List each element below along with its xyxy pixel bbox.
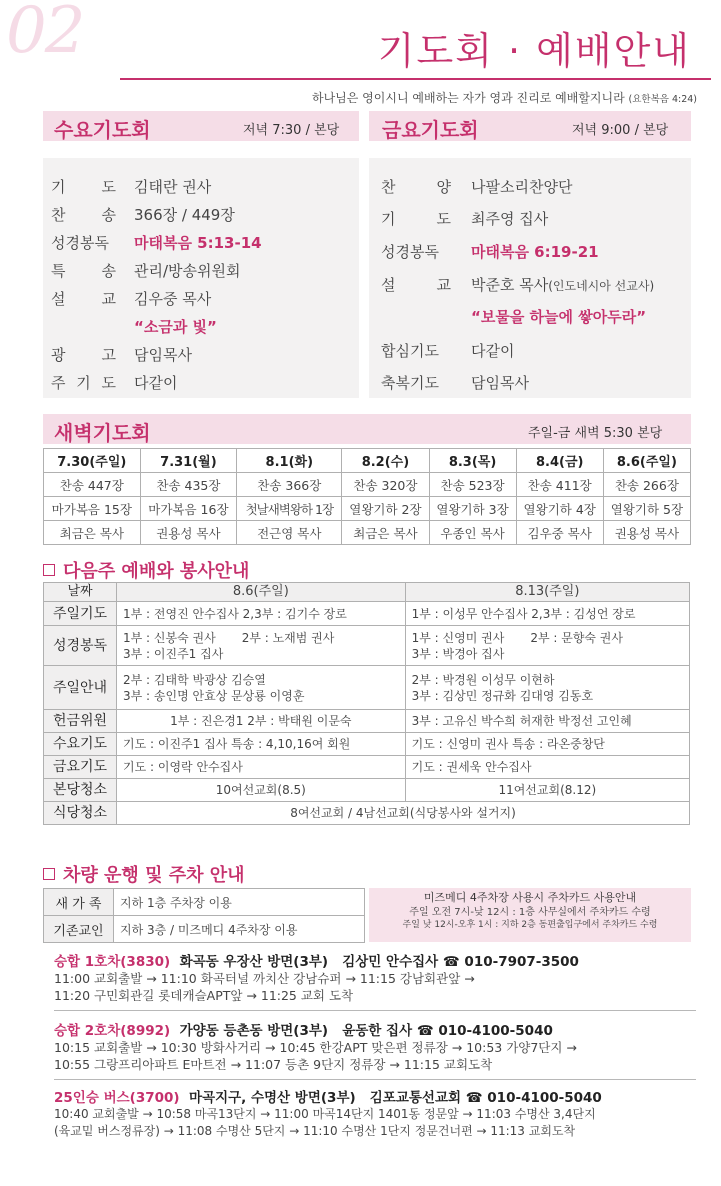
wed-sermon-title: “소금과 빛” (134, 318, 217, 336)
dawn-hymn: 찬송 320장 (342, 473, 429, 497)
parking-table (43, 888, 365, 943)
cell: 기도 : 권세욱 안수집사 (405, 756, 689, 779)
dawn-preacher: 최금은 목사 (342, 521, 429, 545)
dawn-day: 7.30(주일) (44, 449, 141, 473)
cell: 기도 : 이영락 안수집사 (117, 756, 406, 779)
verse-reference: (요한복음 4:24) (628, 94, 697, 105)
existing-member-row (44, 916, 365, 943)
page-title: 기도회 · 예배안내 (377, 29, 691, 73)
cell: 10여선교회(8.5) (117, 779, 406, 802)
row-label: 식당청소 (44, 802, 117, 825)
dawn-day: 8.1(화) (237, 449, 342, 473)
dawn-passage: 열왕기하 5장 (603, 497, 690, 521)
fri-praise: 찬 양 나팔소리찬양단 (381, 178, 573, 196)
route-stops: 11:00 교회출발 → 11:10 화곡터널 까치산 강남슈퍼 → 11:15 강남회관앞 → (54, 971, 475, 986)
dawn-preacher: 김우중 목사 (516, 521, 603, 545)
wed-prayer: 기 도 김태란 권사 (51, 178, 212, 196)
dawn-hymn: 찬송 266장 (603, 473, 690, 497)
row-label: 본당청소 (44, 779, 117, 802)
row-label: 새 가 족 (44, 889, 114, 916)
next-week-title: 다음주 예배와 봉사안내 (43, 557, 249, 583)
dawn-hymn: 찬송 523장 (429, 473, 516, 497)
offering-row (44, 710, 690, 733)
row-label: 기존교인 (44, 916, 114, 943)
route-divider (54, 1010, 696, 1011)
dawn-passage: 열왕기하 2장 (342, 497, 429, 521)
cell: 8여선교회 / 4남선교회(식당봉사와 설거지) (117, 802, 690, 825)
date-col2: 8.13(주일) (405, 583, 689, 602)
wednesday-order (43, 158, 359, 398)
dawn-hymn: 찬송 411장 (516, 473, 603, 497)
phone-number: ☎ 010-7907-3500 (442, 954, 579, 970)
dawn-day: 8.2(수) (342, 449, 429, 473)
parking-card-info (369, 888, 691, 942)
friday-row (44, 756, 690, 779)
cell: 기도 : 이진주1 집사 특송 : 4,10,16여 회원 (117, 733, 406, 756)
sanctuary-cleaning-row (44, 779, 690, 802)
parking-card-title: 미즈메디 4주차장 사용시 주차카드 사용안내 (423, 891, 637, 904)
parking-card-line: 주일 오전 7시-낮 12시 : 1층 사무실에서 주차카드 수령 (409, 907, 651, 918)
dawn-passage: 열왕기하 4장 (516, 497, 603, 521)
cell: 2부 : 김태학 박광상 김승열 3부 : 송인명 안효상 문상룡 이영훈 (117, 666, 406, 710)
square-bullet-icon (43, 564, 55, 576)
scripture-row (44, 626, 690, 666)
fri-prayer: 기 도 최주영 집사 (381, 210, 549, 228)
row-label: 금요기도 (44, 756, 117, 779)
route-stops: 10:40 교회출발 → 10:58 마곡13단지 → 11:00 마곡14단지 1401동 정문앞 → 11:03 수명산 3,4단지 (54, 1107, 596, 1121)
dawn-preachers-row (44, 521, 691, 545)
row-label: 헌금위원 (44, 710, 117, 733)
route-header: 승합 2호차(8992) 가양동 등촌동 방면(3부) 윤동한 집사 ☎ 010-4100-5040 (54, 1023, 553, 1039)
wed-hymn: 찬 송 366장 / 449장 (51, 206, 235, 224)
square-bullet-icon (43, 868, 55, 880)
route-3 (54, 1086, 602, 1140)
friday-title: 금요기도회 (382, 118, 479, 142)
friday-time: 저녁 9:00 / 본당 (572, 123, 669, 138)
cell: 1부 : 신영미 권사 2부 : 문향숙 권사 3부 : 박경아 집사 (405, 626, 689, 666)
ushers-row (44, 666, 690, 710)
title-divider (120, 78, 711, 80)
dawn-hymn: 찬송 435장 (140, 473, 237, 497)
wed-special-song: 특 송 관리/방송위원회 (51, 262, 241, 280)
route-stops: 10:15 교회출발 → 10:30 방화사거리 → 10:45 한강APT 맞은편 정류장 → 10:53 가양7단지 → (54, 1040, 577, 1055)
cell: 1부 : 신봉숙 권사 2부 : 노재범 권사 3부 : 이진주1 집사 (117, 626, 406, 666)
next-week-table (43, 582, 690, 825)
dawn-preacher: 권용성 목사 (140, 521, 237, 545)
dawn-days-row (44, 449, 691, 473)
dawn-passages-row (44, 497, 691, 521)
cell: 3부 : 고유신 박수희 허재한 박정선 고인혜 (405, 710, 689, 733)
dawn-time: 주일-금 새벽 5:30 본당 (528, 426, 663, 441)
route-divider (54, 1079, 696, 1080)
parking-card-line: 주일 낮 12시-오후 1시 : 지하 2층 동편출입구에서 주차카드 수령 (402, 920, 658, 930)
date-col1: 8.6(주일) (117, 583, 406, 602)
cell: 지하 3층 / 미즈메디 4주차장 이용 (114, 916, 365, 943)
wednesday-row (44, 733, 690, 756)
row-label: 주일안내 (44, 666, 117, 710)
wednesday-title: 수요기도회 (54, 118, 151, 142)
fri-unison-prayer: 합심기도 다같이 (381, 342, 515, 360)
wed-scripture: 성경봉독 마태복음 5:13-14 (51, 234, 262, 252)
fri-preacher-note: (인도네시아 선교사) (548, 279, 655, 293)
dawn-preacher: 전근영 목사 (237, 521, 342, 545)
scripture-verse: 하나님은 영이시니 예배하는 자가 영과 진리로 예배할지니라 (요한복음 4:24) (311, 91, 697, 105)
route-header: 25인승 버스(3700) 마곡지구, 수명산 방면(3부) 김포교통선교회 ☎ 010-4100-5040 (54, 1090, 602, 1106)
dawn-day: 8.6(주일) (603, 449, 690, 473)
dawn-passage: 마가복음 15장 (44, 497, 141, 521)
dawn-day: 8.3(목) (429, 449, 516, 473)
cell: 1부 : 전영진 안수집사 2,3부 : 김기수 장로 (117, 602, 406, 626)
route-1 (54, 950, 579, 1004)
route-2 (54, 1019, 577, 1073)
dawn-table (43, 448, 691, 545)
cell: 2부 : 박경원 이성무 이현하 3부 : 김상민 정규화 김대영 김동호 (405, 666, 689, 710)
fri-benediction: 축복기도 담임목사 (381, 374, 529, 392)
fri-sermon-title: “보물을 하늘에 쌓아두라” (471, 308, 647, 326)
wed-announcement: 광 고 담임목사 (51, 346, 192, 364)
route-stops: 10:55 그랑프리아파트 E마트전 → 11:07 등촌 9단지 정류장 → 11:15 교회도착 (54, 1057, 493, 1072)
dawn-preacher: 우종인 목사 (429, 521, 516, 545)
cell: 11여선교회(8.12) (405, 779, 689, 802)
cell: 기도 : 신영미 권사 특송 : 라온중창단 (405, 733, 689, 756)
dawn-passage: 첫날새벽왕하 1장 (237, 497, 342, 521)
wed-sermon: 설 교 김우중 목사 (51, 290, 212, 308)
new-family-row (44, 889, 365, 916)
route-header: 승합 1호차(3830) 화곡동 우장산 방면(3부) 김상민 안수집사 ☎ 010-7907-3500 (54, 954, 579, 970)
dawn-hymn: 찬송 447장 (44, 473, 141, 497)
dawn-hymns-row (44, 473, 691, 497)
route-stops: 11:20 구민회관길 롯데캐슬APT앞 → 11:25 교회 도착 (54, 988, 354, 1003)
dawn-title: 새벽기도회 (54, 421, 151, 445)
cell: 1부 : 진은경1 2부 : 박태원 이문숙 (117, 710, 406, 733)
page-number: 02 (6, 0, 84, 68)
dawn-day: 8.4(금) (516, 449, 603, 473)
friday-order (369, 158, 691, 398)
date-label: 날짜 (44, 583, 117, 602)
dawn-passage: 마가복음 16장 (140, 497, 237, 521)
fri-sermon: 설 교 박준호 목사(인도네시아 선교사) (381, 276, 655, 294)
dining-cleaning-row (44, 802, 690, 825)
dawn-preacher: 최금은 목사 (44, 521, 141, 545)
wednesday-time: 저녁 7:30 / 본당 (243, 123, 340, 138)
dawn-day: 7.31(월) (140, 449, 237, 473)
phone-number: ☎ 010-4100-5040 (465, 1090, 602, 1106)
cell: 지하 1층 주차장 이용 (114, 889, 365, 916)
row-label: 수요기도 (44, 733, 117, 756)
wed-lords-prayer: 주 기 도 다같이 (51, 374, 178, 392)
sunday-prayer-row (44, 602, 690, 626)
phone-number: ☎ 010-4100-5040 (416, 1023, 553, 1039)
transport-title: 차량 운행 및 주차 안내 (43, 861, 245, 887)
row-label: 주일기도 (44, 602, 117, 626)
dawn-hymn: 찬송 366장 (237, 473, 342, 497)
dawn-passage: 열왕기하 3장 (429, 497, 516, 521)
row-label: 성경봉독 (44, 626, 117, 666)
cell: 1부 : 이성무 안수집사 2,3부 : 김성언 장로 (405, 602, 689, 626)
dawn-preacher: 권용성 목사 (603, 521, 690, 545)
fri-scripture: 성경봉독 마태복음 6:19-21 (381, 243, 599, 261)
schedule-header-row (44, 583, 690, 602)
route-stops: (육교밑 버스정류장) → 11:08 수명산 5단지 → 11:10 수명산 1단지 정문건너편 → 11:13 교회도착 (54, 1124, 576, 1138)
